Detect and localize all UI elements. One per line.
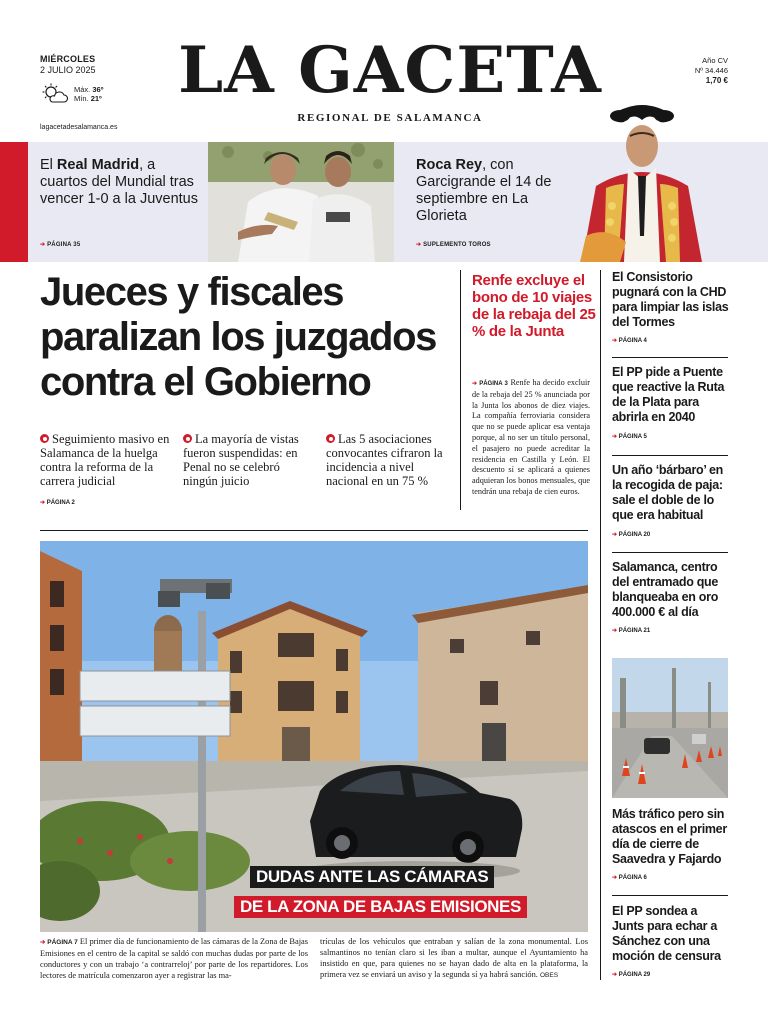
- photo-caption-line-1: DUDAS ANTE LAS CÁMARAS: [250, 866, 494, 888]
- column-divider: [460, 270, 461, 510]
- brief-divider: [612, 357, 728, 358]
- renfe-headline[interactable]: Renfe excluye el bono de 10 viajes de la rebaja del 25 % de la Junta: [472, 272, 596, 340]
- photo-caption-body: [40, 936, 588, 981]
- lead-bullet: Seguimiento masivo en Salamanca de la huelga contra la reforma de la carrera judicial: [40, 432, 170, 488]
- newspaper-subtitle: REGIONAL DE SALAMANCA: [297, 112, 483, 124]
- brief-ref[interactable]: ➔ PÁGINA 5: [612, 433, 647, 440]
- photo-credit: OBES: [540, 972, 559, 979]
- brief-ref[interactable]: ➔ PÁGINA 29: [612, 971, 650, 978]
- teaser-roca-rey[interactable]: Roca Rey, con Garcigrande el 14 de septiembre en La Glorieta: [416, 157, 552, 224]
- photo-caption-line-2: DE LA ZONA DE BAJAS EMISIONES: [234, 896, 527, 918]
- brief-headline[interactable]: El PP sondea a Junts para echar a Sánchez con una moción de censura: [612, 904, 721, 963]
- brief-ref[interactable]: ➔ PÁGINA 6: [612, 874, 647, 881]
- column-divider: [600, 270, 601, 980]
- site-url[interactable]: lagacetadesalamanca.es: [40, 124, 118, 131]
- teaser-madrid[interactable]: El Real Madrid, a cuartos del Mundial tras vencer 1-0 a la Juventus: [40, 157, 198, 207]
- price: 1,70 €: [705, 76, 728, 85]
- lead-bullet: La mayoría de vistas fueron suspendidas: en Penal no se celebró ningún juicio: [183, 432, 299, 488]
- brief-headline[interactable]: Salamanca, centro del entramado que blanqueaba en oro 400.000 € al día: [612, 560, 719, 619]
- temp-max: 36º: [92, 85, 104, 94]
- lead-headline[interactable]: Jueces y fiscales paralizan los juzgados contra el Gobierno: [40, 270, 436, 404]
- sun-cloud-icon: [40, 83, 70, 105]
- issue-year: Año CV: [702, 56, 728, 65]
- football-photo: [208, 142, 394, 262]
- temp-max-label: Máx.: [74, 85, 91, 94]
- photo-ref[interactable]: ➔ PÁGINA 7: [40, 939, 78, 946]
- renfe-ref[interactable]: ➔ PÁGINA 3: [472, 381, 508, 387]
- weather-widget: [40, 83, 150, 105]
- brief-headline[interactable]: Un año ‘bárbaro’ en la recogida de paja: sale el doble de lo que era habitual: [612, 463, 723, 522]
- brief-headline[interactable]: Más tráfico pero sin atascos en el primer día de cierre de Saavedra y Fajardo: [612, 807, 727, 866]
- teaser-strip-accent: [0, 142, 28, 262]
- issue-info: [695, 56, 728, 86]
- brief-headline[interactable]: El Consistorio pugnará con la CHD para limpiar las islas del Tormes: [612, 270, 729, 329]
- caption-column: trículas de los vehículos que entraban y salían de la zona monumental. Los salmantinos no tenían claro si les iban a multar, aunque el Ayuntamiento ha insistido en que, para quienes no se hayan dado de alta en la plataforma, la primera vez se enviará un aviso y la segunda sí ya habrá sanción. OBES: [320, 937, 588, 979]
- masthead-date-block: [40, 54, 150, 105]
- brief-headline[interactable]: El PP pide a Puente que reactive la Ruta de la Plata para abrirla en 2040: [612, 365, 725, 424]
- brief-ref[interactable]: ➔ PÁGINA 20: [612, 531, 650, 538]
- brief-divider: [612, 455, 728, 456]
- renfe-body: ➔ PÁGINA 3 Renfe ha decido excluir de la rebaja del 25 % anunciada por la Junta los abonos de diez viajes. La compañía ferroviaria considera que no se puede aplicar esa ventaja porque, al no ser un título personal, el pasajero no puede acreditar la residencia en Castilla y León. El descuento sí se aplicará a quienes adquieran los bonos mensuales, que tendrán una rebaja de cien euros.: [472, 378, 590, 498]
- newspaper-logo: LA GACETA: [178, 33, 602, 108]
- teaser-roca-bold: Roca Rey: [416, 157, 483, 173]
- traffic-photo: [612, 658, 728, 798]
- teaser-madrid-ref[interactable]: ➔ PÁGINA 35: [40, 241, 80, 248]
- lead-ref[interactable]: ➔ PÁGINA 2: [40, 499, 75, 506]
- issue-number: Nº 34.446: [694, 66, 728, 75]
- lead-bullets: [40, 432, 458, 488]
- bullet-icon: [183, 434, 192, 443]
- lead-bullet: Las 5 asociaciones convocantes cifraron la incidencia a nivel nacional en un 75 %: [326, 432, 443, 488]
- weekday: MIÉRCOLES: [40, 54, 96, 64]
- brief-ref[interactable]: ➔ PÁGINA 21: [612, 627, 650, 634]
- date: 2 JULIO 2025: [40, 65, 96, 75]
- temp-min-label: Mín.: [74, 94, 89, 103]
- teaser-madrid-bold: Real Madrid: [56, 157, 140, 173]
- brief-ref[interactable]: ➔ PÁGINA 4: [612, 337, 647, 344]
- brief-divider: [612, 895, 728, 896]
- temp-min: 21º: [90, 94, 102, 103]
- bullet-icon: [40, 434, 49, 443]
- bullfighter-photo: [572, 96, 712, 262]
- bullet-icon: [326, 434, 335, 443]
- teaser-roca-ref[interactable]: ➔ SUPLEMENTO TOROS: [416, 241, 491, 248]
- section-divider: [40, 530, 588, 531]
- brief-divider: [612, 552, 728, 553]
- caption-column: ➔ PÁGINA 7 El primer día de funcionamiento de las cámaras de la Zona de Bajas Emisiones en el centro de la capital se saldó con muchas dudas por parte de los conductores y con un trabajo ‘a contrarreloj’ por parte de los repartidores. Los lectores de matrícula comenzaron ayer a registrar las ma-: [40, 936, 308, 981]
